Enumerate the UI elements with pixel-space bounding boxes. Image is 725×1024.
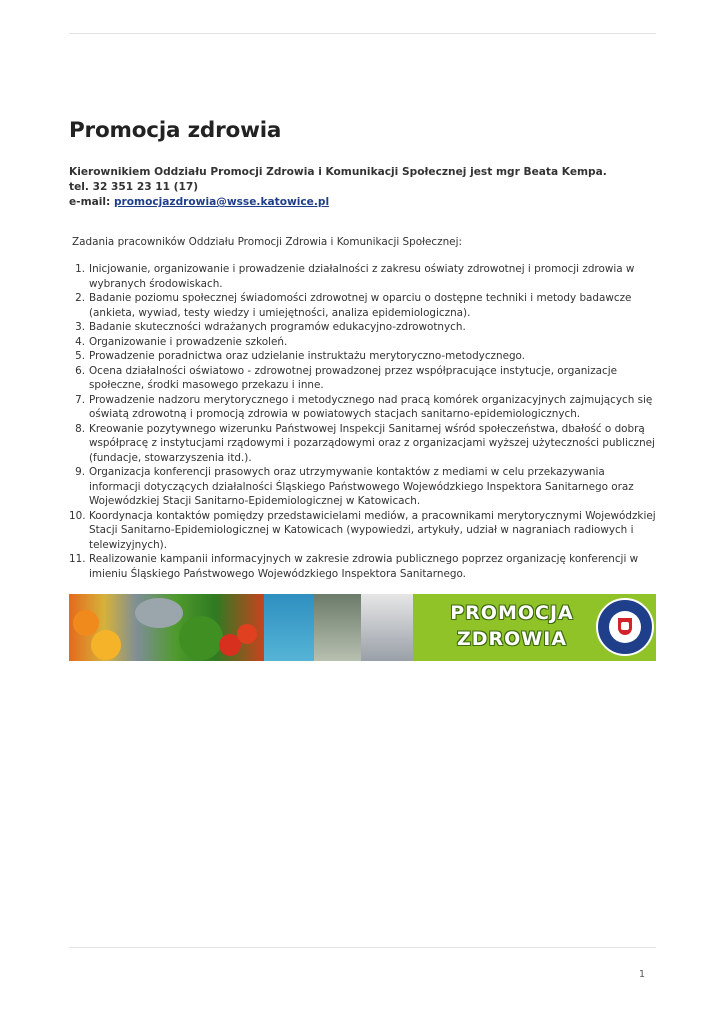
task-number: 10. — [69, 509, 86, 522]
task-text: Koordynacja kontaktów pomiędzy przedstawicielami mediów, a pracownikami merytorycznymi Wojewódzkiej Stacji Sanitarno-Epidemiologicznej w Katowicach (wypowiedzi, artykuły, udział w nagraniach radiowych i telewizyjnych). — [89, 509, 656, 551]
banner-photo-doctor — [361, 594, 413, 661]
task-item — [69, 320, 659, 335]
task-item — [69, 509, 659, 553]
task-item — [69, 262, 659, 291]
banner-photo-food — [69, 594, 264, 661]
page-title: Promocja zdrowia — [69, 118, 282, 143]
contact-block — [69, 165, 607, 210]
task-item — [69, 552, 659, 581]
phone: tel. 32 351 23 11 (17) — [69, 181, 199, 193]
task-text: Prowadzenie poradnictwa oraz udzielanie instruktażu merytoryczno-metodycznego. — [89, 350, 526, 362]
task-text: Badanie skuteczności wdrażanych programów edukacyjno-zdrowotnych. — [89, 321, 466, 333]
task-number: 7. — [75, 393, 85, 406]
task-text: Badanie poziomu społecznej świadomości zdrowotnej w oparciu o dostępne techniki i metody badawcze (ankieta, wywiad, testy wiedzy i umiejętności, analiza epidemiologiczna). — [89, 292, 632, 319]
page-number: 1 — [639, 969, 646, 980]
head-line: Kierownikiem Oddziału Promocji Zdrowia i Komunikacji Społecznej jest mgr Beata Kempa. — [69, 166, 607, 178]
task-text: Ocena działalności oświatowo - zdrowotnej prowadzonej przez współpracujące instytucje, organizacje społeczne, środki masowego przekazu i inne. — [89, 364, 618, 391]
email-link[interactable]: promocjazdrowia@wsse.katowice.pl — [113, 196, 330, 208]
banner-photo-swimmer — [264, 594, 314, 661]
task-item — [69, 291, 659, 320]
task-item — [69, 422, 659, 466]
inspection-seal-logo — [596, 598, 654, 656]
task-number: 4. — [75, 335, 85, 348]
task-number: 6. — [75, 364, 85, 377]
task-text: Kreowanie pozytywnego wizerunku Państwowej Inspekcji Sanitarnej wśród społeczeństwa, dbałość o dobrą współpracę z instytucjami rządowymi i pozarządowymi oraz z organizacjami wyższej użyteczności publicznej (fundacje, stowarzyszenia itd.). — [89, 422, 655, 464]
task-item — [69, 335, 659, 350]
task-text: Inicjowanie, organizowanie i prowadzenie działalności z zakresu oświaty zdrowotnej i promocji zdrowia w wybranych środowiskach. — [89, 263, 635, 290]
task-number: 5. — [75, 350, 85, 362]
email-line — [69, 195, 607, 210]
task-item — [69, 349, 659, 364]
header-rule — [69, 33, 656, 34]
task-number: 11. — [69, 553, 86, 565]
task-number: 2. — [75, 292, 85, 304]
task-text: Organizacja konferencji prasowych oraz utrzymywanie kontaktów z mediami w celu przekazywania informacji dotyczących działalności Śląskiego Państwowego Wojewódzkiego Inspektora Sanitarnego oraz Wojewódzkiej Stacji Sanitarno-Epidemiologicznej w Katowicach. — [89, 466, 634, 507]
task-number: 8. — [75, 422, 85, 435]
task-number: 9. — [75, 466, 85, 478]
task-item — [69, 393, 659, 422]
promo-banner — [69, 594, 656, 661]
task-text: Prowadzenie nadzoru merytorycznego i metodycznego nad pracą komórek organizacyjnych zajmujących się oświatą zdrowotną i promocją zdrowia w powiatowych stacjach sanitarno-epidemiologicznych. — [89, 393, 653, 420]
task-item — [69, 465, 659, 509]
task-text: Organizowanie i prowadzenie szkoleń. — [89, 335, 288, 348]
banner-title-line2: ZDROWIA — [456, 628, 568, 650]
task-item — [69, 364, 659, 393]
banner-photo-runner — [314, 594, 361, 661]
footer-rule — [69, 947, 656, 948]
task-number: 3. — [75, 321, 85, 333]
task-text: Realizowanie kampanii informacyjnych w zakresie zdrowia publicznego poprzez organizację konferencji w imieniu Śląskiego Państwowego Wojewódzkiego Inspektora Sanitarnego. — [89, 553, 639, 580]
task-number: 1. — [75, 263, 85, 275]
banner-title-line1: PROMOCJA — [450, 602, 574, 624]
tasks-list — [69, 262, 659, 581]
tasks-intro: Zadania pracowników Oddziału Promocji Zdrowia i Komunikacji Społecznej: — [72, 236, 462, 248]
email-label: e-mail: — [69, 196, 114, 208]
